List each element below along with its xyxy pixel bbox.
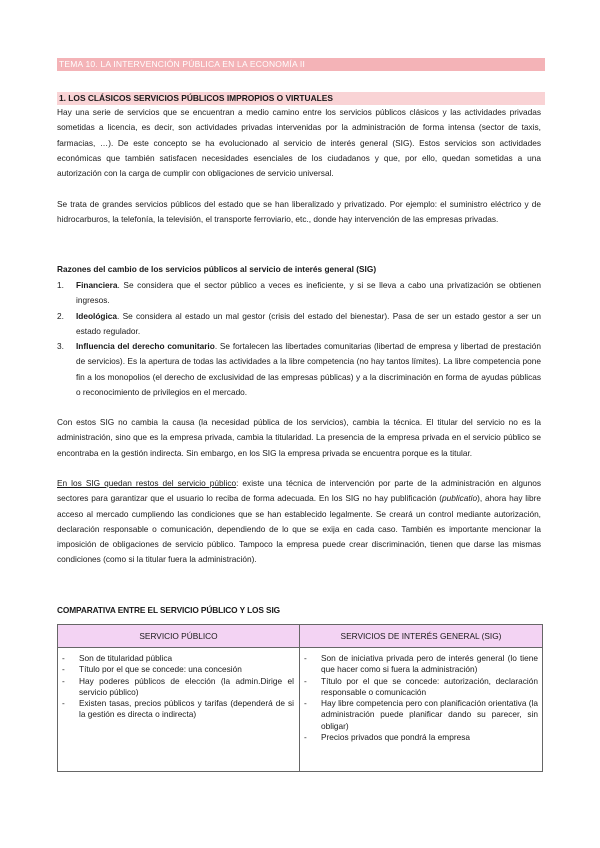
table-header-row <box>58 625 542 648</box>
header-sig: SERVICIOS DE INTERÉS GENERAL (SIG) <box>340 631 502 641</box>
paragraph-text: ), ahora hay libre acceso al mercado cumpliendo las condiciones que se han establecido legalmente. Se creará un control mediante autorización, declaración responsable o comunicación, dependiendo de lo que se exija en cada caso. También es importante mencionar la imposición de obligaciones de servicio público. Tampoco la empresa puede crear discriminación, tienen que darse las mismas condiciones (como si la titular fuera la administración). <box>57 493 541 565</box>
table-list-item: - Precios privados que pondrá la empresa <box>304 732 470 743</box>
list-text: . Se considera que el sector público a veces es ineficiente, y si se lleva a cabo una privatización se obtienen ingresos. <box>76 280 541 306</box>
comparison-table <box>57 624 543 772</box>
header-servicio-publico: SERVICIO PÚBLICO <box>139 631 218 641</box>
table-list-item: - Existen tasas, precios públicos y tarifas (dependerá de si la gestión es directa o indirecta) <box>62 698 294 720</box>
list-item <box>57 309 541 340</box>
list-text: . Se fortalecen las libertades comunitarias (libertad de empresa y libertad de prestación de servicios). Es la apertura de todas las actividades a la libre competencia (no hay tantos límites). La libre competencia pone fin a los monopolios (el derecho de exclusividad de las empresas públicas) y a la discriminación en forma de ayudas públicas o reconocimiento de privilegios en el mercado. <box>76 341 541 398</box>
list-number: 3. <box>57 341 64 352</box>
list-term: Financiera <box>76 280 118 290</box>
italic-term: publicatio <box>442 493 478 504</box>
paragraph-text: : existe una técnica de intervención por parte de la administración en algunos sectores para garantizar que el usuario lo reciba de forma adecuada. En los SIG no hay publificación ( <box>57 478 541 504</box>
comparison-title: COMPARATIVA ENTRE EL SERVICIO PÚBLICO Y LOS SIG <box>57 605 281 615</box>
underlined-phrase: En los SIG quedan restos del servicio público <box>57 478 237 488</box>
list-item <box>57 278 541 309</box>
table-list-item: - Hay libre competencia pero con planificación orientativa (la administración puede planificar dando su parecer, sin obligar) <box>304 698 538 731</box>
table-list-item: - Son de titularidad pública <box>62 653 173 663</box>
list-term: Ideológica <box>76 310 118 321</box>
list-number: 2. <box>57 310 64 321</box>
table-list-item: - Título por el que se concede: autorización, declaración responsable o comunicación <box>304 675 538 697</box>
list-text: . Se considera al estado un mal gestor (crisis del estado del bienestar). Pasa de ser un estado gestor a ser un estado regulador. <box>76 310 541 336</box>
paragraph-sig-technique: Con estos SIG no cambia la causa (la necesidad pública de los servicios), cambia la técnica. El titular del servicio no es la administración, sino que es la empresa privada, cambia la titularidad. La presencia de la empresa privada en el servicio público se encontraba en la gestión indirecta. Sin embargo, en los SIG la empresa privada se encuentra porque es la titular. <box>57 417 541 458</box>
section-title: 1. LOS CLÁSICOS SERVICIOS PÚBLICOS IMPROPIOS O VIRTUALES <box>57 92 545 105</box>
paragraph-liberalization: Se trata de grandes servicios públicos del estado que se han liberalizado y privatizado. Por ejemplo: el suministro eléctrico y de hidrocarburos, la telefonía, la televisión, el transporte ferroviario, etc., donde hay intervención de las empresas privadas. <box>57 199 541 225</box>
list-number: 1. <box>57 280 64 290</box>
table-list-item: - Título por el que se concede: una concesión <box>62 664 242 675</box>
column-sig <box>304 653 538 743</box>
table-list-item: - Son de iniciativa privada pero de interés general (lo tiene que hacer como si fuera la administración) <box>304 653 538 675</box>
paragraph-intro: Hay una serie de servicios que se encuentran a medio camino entre los servicios públicos clásicos y las actividades privadas sometidas a licencia, es decir, son actividades privadas intervenidas por la administración de forma intensa (sector de taxis, farmacias, …). De este concepto se ha evolucionado al servicio de interés general (SIG). Estos servicios son actividades económicas que también satisfacen necesidades esenciales de los ciudadanos y que, por ello, quedan sometidas a una autorización con la carga de cumplir con obligaciones de servicio universal. <box>57 107 541 179</box>
topic-header: TEMA 10. LA INTERVENCIÓN PÚBLICA EN LA ECONOMÍA II <box>57 58 545 71</box>
column-divider <box>299 625 300 771</box>
reasons-title: Razones del cambio de los servicios públicos al servicio de interés general (SIG) <box>57 264 377 274</box>
reasons-list <box>57 278 541 400</box>
table-list-item: - Hay poderes públicos de elección (la admin.Dirige el servicio público) <box>62 675 294 697</box>
list-item <box>57 339 541 400</box>
paragraph-sig-remnants <box>57 476 541 568</box>
column-servicio-publico <box>62 653 294 721</box>
list-term: Influencia del derecho comunitario <box>76 341 215 352</box>
